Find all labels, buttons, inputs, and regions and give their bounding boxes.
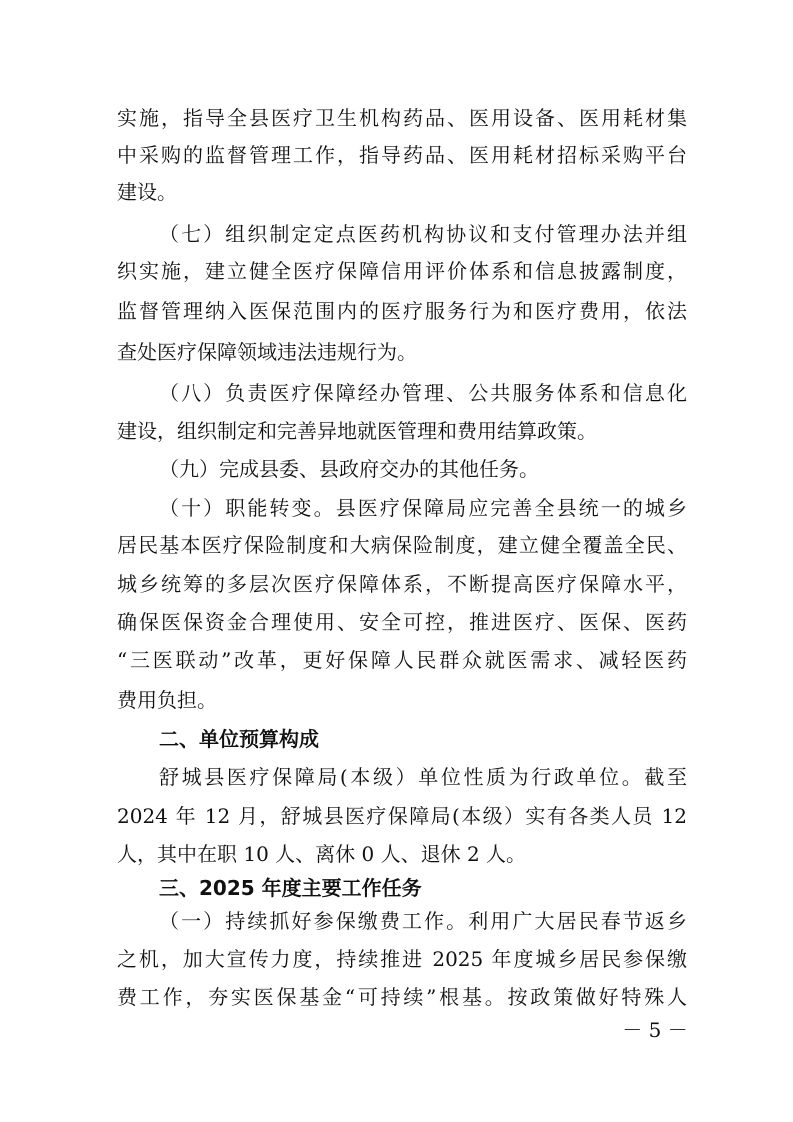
paragraph-line: 查处医疗保障领域违法违规行为。 — [117, 340, 417, 364]
paragraph-line: （九）完成县委、县政府交办的其他任务。 — [159, 457, 539, 481]
paragraph-line: 费工作，夯实医保基金“可持续”根基。按政策做好特殊人 — [117, 985, 687, 1009]
paragraph-line: 费用负担。 — [117, 688, 217, 712]
paragraph-line: 人，其中在职 10 人、离休 0 人、退休 2 人。 — [117, 842, 527, 866]
paragraph-line: （八）负责医疗保障经办管理、公共服务体系和信息化 — [159, 381, 687, 405]
paragraph-line: 城乡统筹的多层次医疗保障体系，不断提高医疗保障水平， — [117, 572, 687, 596]
paragraph-line: 监督管理纳入医保范围内的医疗服务行为和医疗费用，依法 — [117, 299, 687, 323]
paragraph-line: 建设。 — [117, 180, 177, 204]
paragraph-line: 中采购的监督管理工作，指导药品、医用耗材招标采购平台 — [117, 143, 687, 167]
paragraph-line: （一）持续抓好参保缴费工作。利用广大居民春节返乡 — [159, 909, 687, 933]
paragraph-line: 舒城县医疗保障局(本级）单位性质为行政单位。截至 — [159, 765, 687, 789]
page-number: － 5 － — [622, 1018, 688, 1042]
paragraph-line: 之机，加大宣传力度，持续推进 2025 年度城乡居民参保缴 — [117, 947, 687, 971]
paragraph-line: 居民基本医疗保险制度和大病保险制度，建立健全覆盖全民、 — [117, 533, 687, 557]
section-heading: 三、2025 年度主要工作任务 — [159, 876, 422, 900]
section-heading: 二、单位预算构成 — [159, 727, 319, 751]
paragraph-line: “三医联动”改革，更好保障人民群众就医需求、减轻医药 — [117, 648, 687, 672]
paragraph-line: （七）组织制定定点医药机构协议和支付管理办法并组 — [159, 222, 687, 246]
paragraph-line: 2024 年 12 月，舒城县医疗保障局(本级）实有各类人员 12 — [117, 804, 687, 828]
paragraph-line: 确保医保资金合理使用、安全可控，推进医疗、医保、医药 — [117, 610, 687, 634]
paragraph-line: （十）职能转变。县医疗保障局应完善全县统一的城乡 — [159, 496, 687, 520]
paragraph-line: 建设，组织制定和完善异地就医管理和费用结算政策。 — [117, 419, 597, 443]
paragraph-line: 织实施，建立健全医疗保障信用评价体系和信息披露制度， — [117, 259, 687, 283]
paragraph-line: 实施，指导全县医疗卫生机构药品、医用设备、医用耗材集 — [117, 106, 687, 130]
